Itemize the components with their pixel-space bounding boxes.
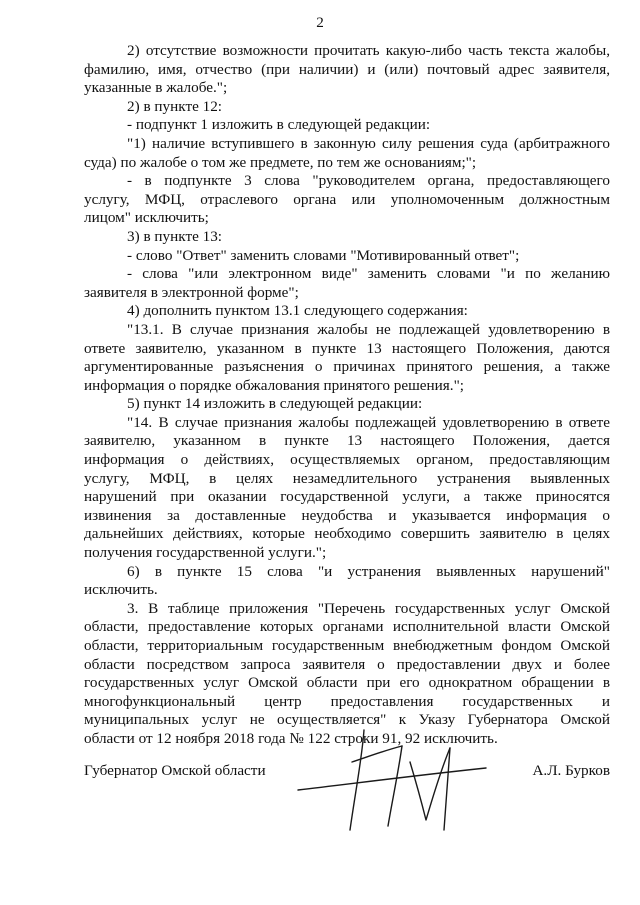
text-line: аргументированные разъяснения о причинах принятого решения, а также bbox=[84, 358, 610, 376]
text-line: "13.1. В случае признания жалобы не подлежащей удовлетворению в bbox=[127, 320, 610, 338]
text-line: 3) в пункте 13: bbox=[127, 227, 223, 245]
text-line: исключить. bbox=[84, 581, 158, 599]
page-number: 2 bbox=[316, 14, 324, 31]
text-line: суда) по жалобе о том же предмете, по тем же основаниям;"; bbox=[84, 153, 477, 171]
text-line: 4) дополнить пунктом 13.1 следующего содержания: bbox=[127, 302, 468, 320]
text-line: 3. В таблице приложения "Перечень государственных услуг Омской bbox=[127, 599, 610, 617]
text-line: нарушений при оказании государственной услуги, а также приносятся bbox=[84, 488, 610, 506]
text-line: области посредством запроса заявителя о предоставлении двух и более bbox=[84, 655, 610, 673]
text-line: получения государственной услуги."; bbox=[84, 544, 327, 562]
signatory-name: А.Л. Бурков bbox=[532, 762, 610, 779]
text-line: услугу, МФЦ, отраслевого органа или уполномоченным должностным bbox=[84, 190, 610, 208]
handwritten-signature bbox=[290, 718, 490, 838]
text-line: муниципальных услуг не осуществляется" к Указу Губернатора Омской bbox=[84, 711, 610, 729]
text-line: "14. В случае признания жалобы подлежащей удовлетворению в ответе bbox=[127, 413, 610, 431]
signatory-title: Губернатор Омской области bbox=[84, 762, 266, 779]
text-line: области от 12 ноября 2018 года № 122 строки 91, 92 исключить. bbox=[84, 729, 498, 747]
text-line: информация о действиях, осуществляемых органом, предоставляющим bbox=[84, 451, 610, 469]
text-line: 2) отсутствие возможности прочитать какую-либо часть текста жалобы, bbox=[127, 42, 610, 59]
text-line: ответе заявителю, указанном в пункте 13 настоящего Положения, даются bbox=[84, 339, 610, 357]
text-line: многофункциональный центр предоставления государственных и bbox=[84, 692, 610, 710]
text-line: - подпункт 1 изложить в следующей редакции: bbox=[127, 116, 431, 134]
document-body bbox=[84, 42, 610, 749]
text-line: информация о порядке обжалования принятого решения."; bbox=[84, 376, 464, 394]
text-line: - слова "или электронном виде" заменить словами "и по желанию bbox=[127, 265, 610, 283]
text-line: 6) в пункте 15 слова "и устранения выявленных нарушений" bbox=[127, 562, 610, 580]
text-line: извинения за доставленные неудобства и указывается информация о bbox=[84, 506, 610, 524]
text-line: услугу, МФЦ, в целях незамедлительного устранения выявленных bbox=[84, 469, 610, 487]
text-line: - в подпункте 3 слова "руководителем органа, предоставляющего bbox=[127, 172, 610, 190]
text-line: - слово "Ответ" заменить словами "Мотивированный ответ"; bbox=[127, 246, 520, 264]
text-line: дальнейших действиях, которые необходимо совершить заявителю в целях bbox=[84, 525, 610, 543]
text-line: заявителю, указанном в пункте 13 настоящего Положения, дается bbox=[84, 432, 610, 450]
text-line: области, территориальным государственным внебюджетным фондом Омской bbox=[84, 637, 610, 654]
text-line: "1) наличие вступившего в законную силу решения суда (арбитражного bbox=[127, 134, 610, 152]
text-line: 2) в пункте 12: bbox=[127, 97, 223, 115]
text-line: лицом" исключить; bbox=[84, 209, 209, 227]
text-line: государственных услуг Омской области при его однократном обращении в bbox=[84, 674, 610, 692]
text-line: заявителя в электронной форме"; bbox=[84, 283, 299, 301]
text-line: указанные в жалобе."; bbox=[84, 79, 228, 97]
text-line: области, предоставление которых органами исполнительной власти Омской bbox=[84, 618, 610, 636]
text-line: фамилию, имя, отчество (при наличии) и (или) почтовый адрес заявителя, bbox=[84, 60, 610, 78]
text-line: 5) пункт 14 изложить в следующей редакции: bbox=[127, 395, 423, 413]
